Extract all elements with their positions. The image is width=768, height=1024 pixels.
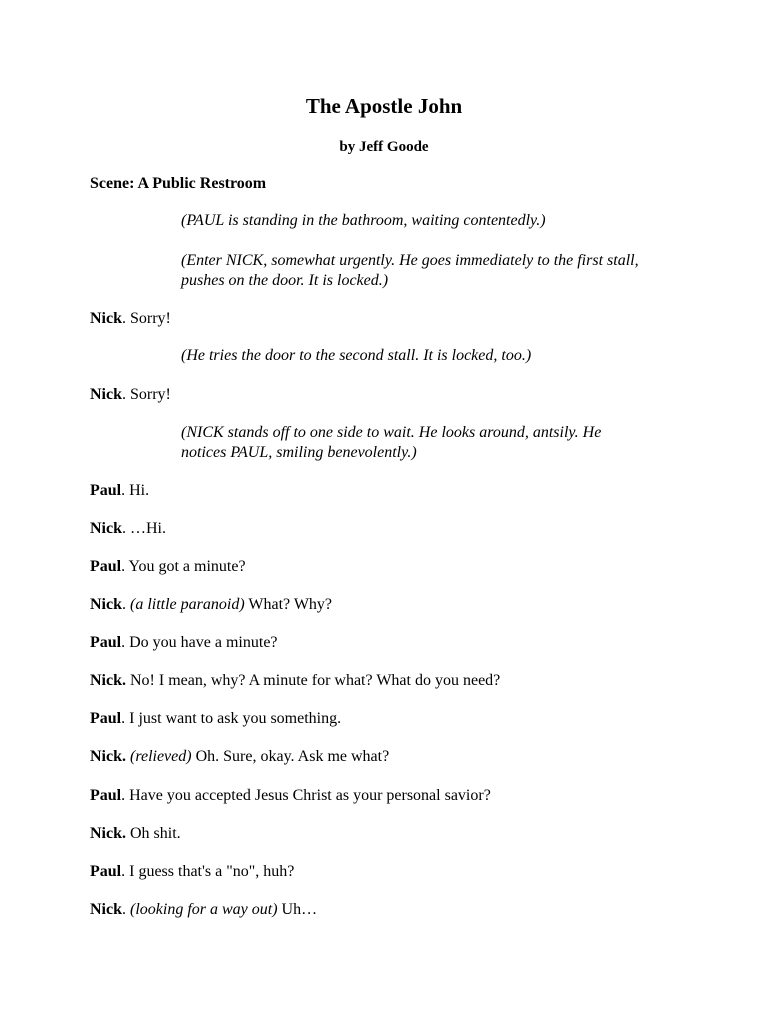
dialogue-text: Uh… xyxy=(277,901,318,918)
dialogue-line xyxy=(90,633,710,652)
stage-direction xyxy=(181,251,721,291)
parenthetical: (a little paranoid) xyxy=(130,596,245,613)
speaker-name: Paul xyxy=(90,710,122,727)
stage-direction-line: (PAUL is standing in the bathroom, waiting contentedly.) xyxy=(181,212,546,229)
speaker-name: Nick xyxy=(90,386,122,403)
dialogue-line xyxy=(90,595,710,614)
stage-direction xyxy=(181,346,721,366)
stage-direction-line: (Enter NICK, somewhat urgently. He goes immediately to the first stall, xyxy=(181,252,639,269)
speaker-name: Paul xyxy=(90,787,122,804)
stage-direction-line: notices PAUL, smiling benevolently.) xyxy=(181,444,417,461)
dialogue-line xyxy=(90,747,710,766)
dialogue-line xyxy=(90,481,710,500)
speaker-name: Paul xyxy=(90,482,122,499)
dialogue-text: …Hi. xyxy=(130,520,166,537)
stage-direction xyxy=(181,211,721,231)
speaker-name: Nick xyxy=(90,310,122,327)
dialogue-text: Do you have a minute? xyxy=(129,634,278,651)
dialogue-text: Oh. Sure, okay. Ask me what? xyxy=(191,748,390,765)
dialogue-line xyxy=(90,519,710,538)
speaker-name: Paul xyxy=(90,558,122,575)
speaker-separator: . xyxy=(121,787,130,804)
dialogue-line xyxy=(90,557,710,576)
speaker-name: Nick. xyxy=(90,672,126,689)
speaker-name: Nick xyxy=(90,520,122,537)
speaker-separator: . xyxy=(121,634,130,651)
dialogue-text: What? Why? xyxy=(244,596,333,613)
dialogue-text: Oh shit. xyxy=(130,825,181,842)
stage-direction-line: (NICK stands off to one side to wait. He looks around, antsily. He xyxy=(181,424,602,441)
dialogue-line xyxy=(90,709,710,728)
speaker-separator: . xyxy=(122,596,130,613)
dialogue-line xyxy=(90,309,710,328)
parenthetical: (looking for a way out) xyxy=(130,901,278,918)
speaker-separator: . xyxy=(121,863,130,880)
speaker-separator: . xyxy=(122,901,130,918)
stage-direction xyxy=(181,423,721,463)
dialogue-text: You got a minute? xyxy=(128,558,246,575)
speaker-separator: . xyxy=(121,558,129,575)
dialogue-text: I guess that's a "no", huh? xyxy=(129,863,295,880)
speaker-name: Nick xyxy=(90,596,122,613)
parenthetical: (relieved) xyxy=(130,748,192,765)
speaker-separator: . xyxy=(121,482,130,499)
dialogue-text: Sorry! xyxy=(130,386,171,403)
speaker-separator: . xyxy=(121,710,130,727)
dialogue-line xyxy=(90,900,710,919)
dialogue-line xyxy=(90,786,710,805)
dialogue-text: Hi. xyxy=(129,482,150,499)
speaker-name: Nick xyxy=(90,901,122,918)
stage-direction-line: pushes on the door. It is locked.) xyxy=(181,272,389,289)
author-byline: by Jeff Goode xyxy=(339,139,429,155)
dialogue-line xyxy=(90,824,710,843)
speaker-name: Nick. xyxy=(90,825,126,842)
dialogue-text: No! I mean, why? A minute for what? What do you need? xyxy=(130,672,501,689)
dialogue-text: Have you accepted Jesus Christ as your personal savior? xyxy=(129,787,491,804)
stage-direction-line: (He tries the door to the second stall. It is locked, too.) xyxy=(181,347,532,364)
dialogue-text: I just want to ask you something. xyxy=(129,710,342,727)
dialogue-line xyxy=(90,385,710,404)
document-title: The Apostle John xyxy=(305,94,463,118)
dialogue-line xyxy=(90,671,710,690)
speaker-separator: . xyxy=(122,386,130,403)
speaker-name: Nick. xyxy=(90,748,126,765)
speaker-name: Paul xyxy=(90,634,122,651)
dialogue-text: Sorry! xyxy=(130,310,171,327)
speaker-name: Paul xyxy=(90,863,122,880)
dialogue-line xyxy=(90,862,710,881)
scene-heading: Scene: A Public Restroom xyxy=(90,175,267,192)
speaker-separator: . xyxy=(122,310,130,327)
speaker-separator: . xyxy=(122,520,130,537)
